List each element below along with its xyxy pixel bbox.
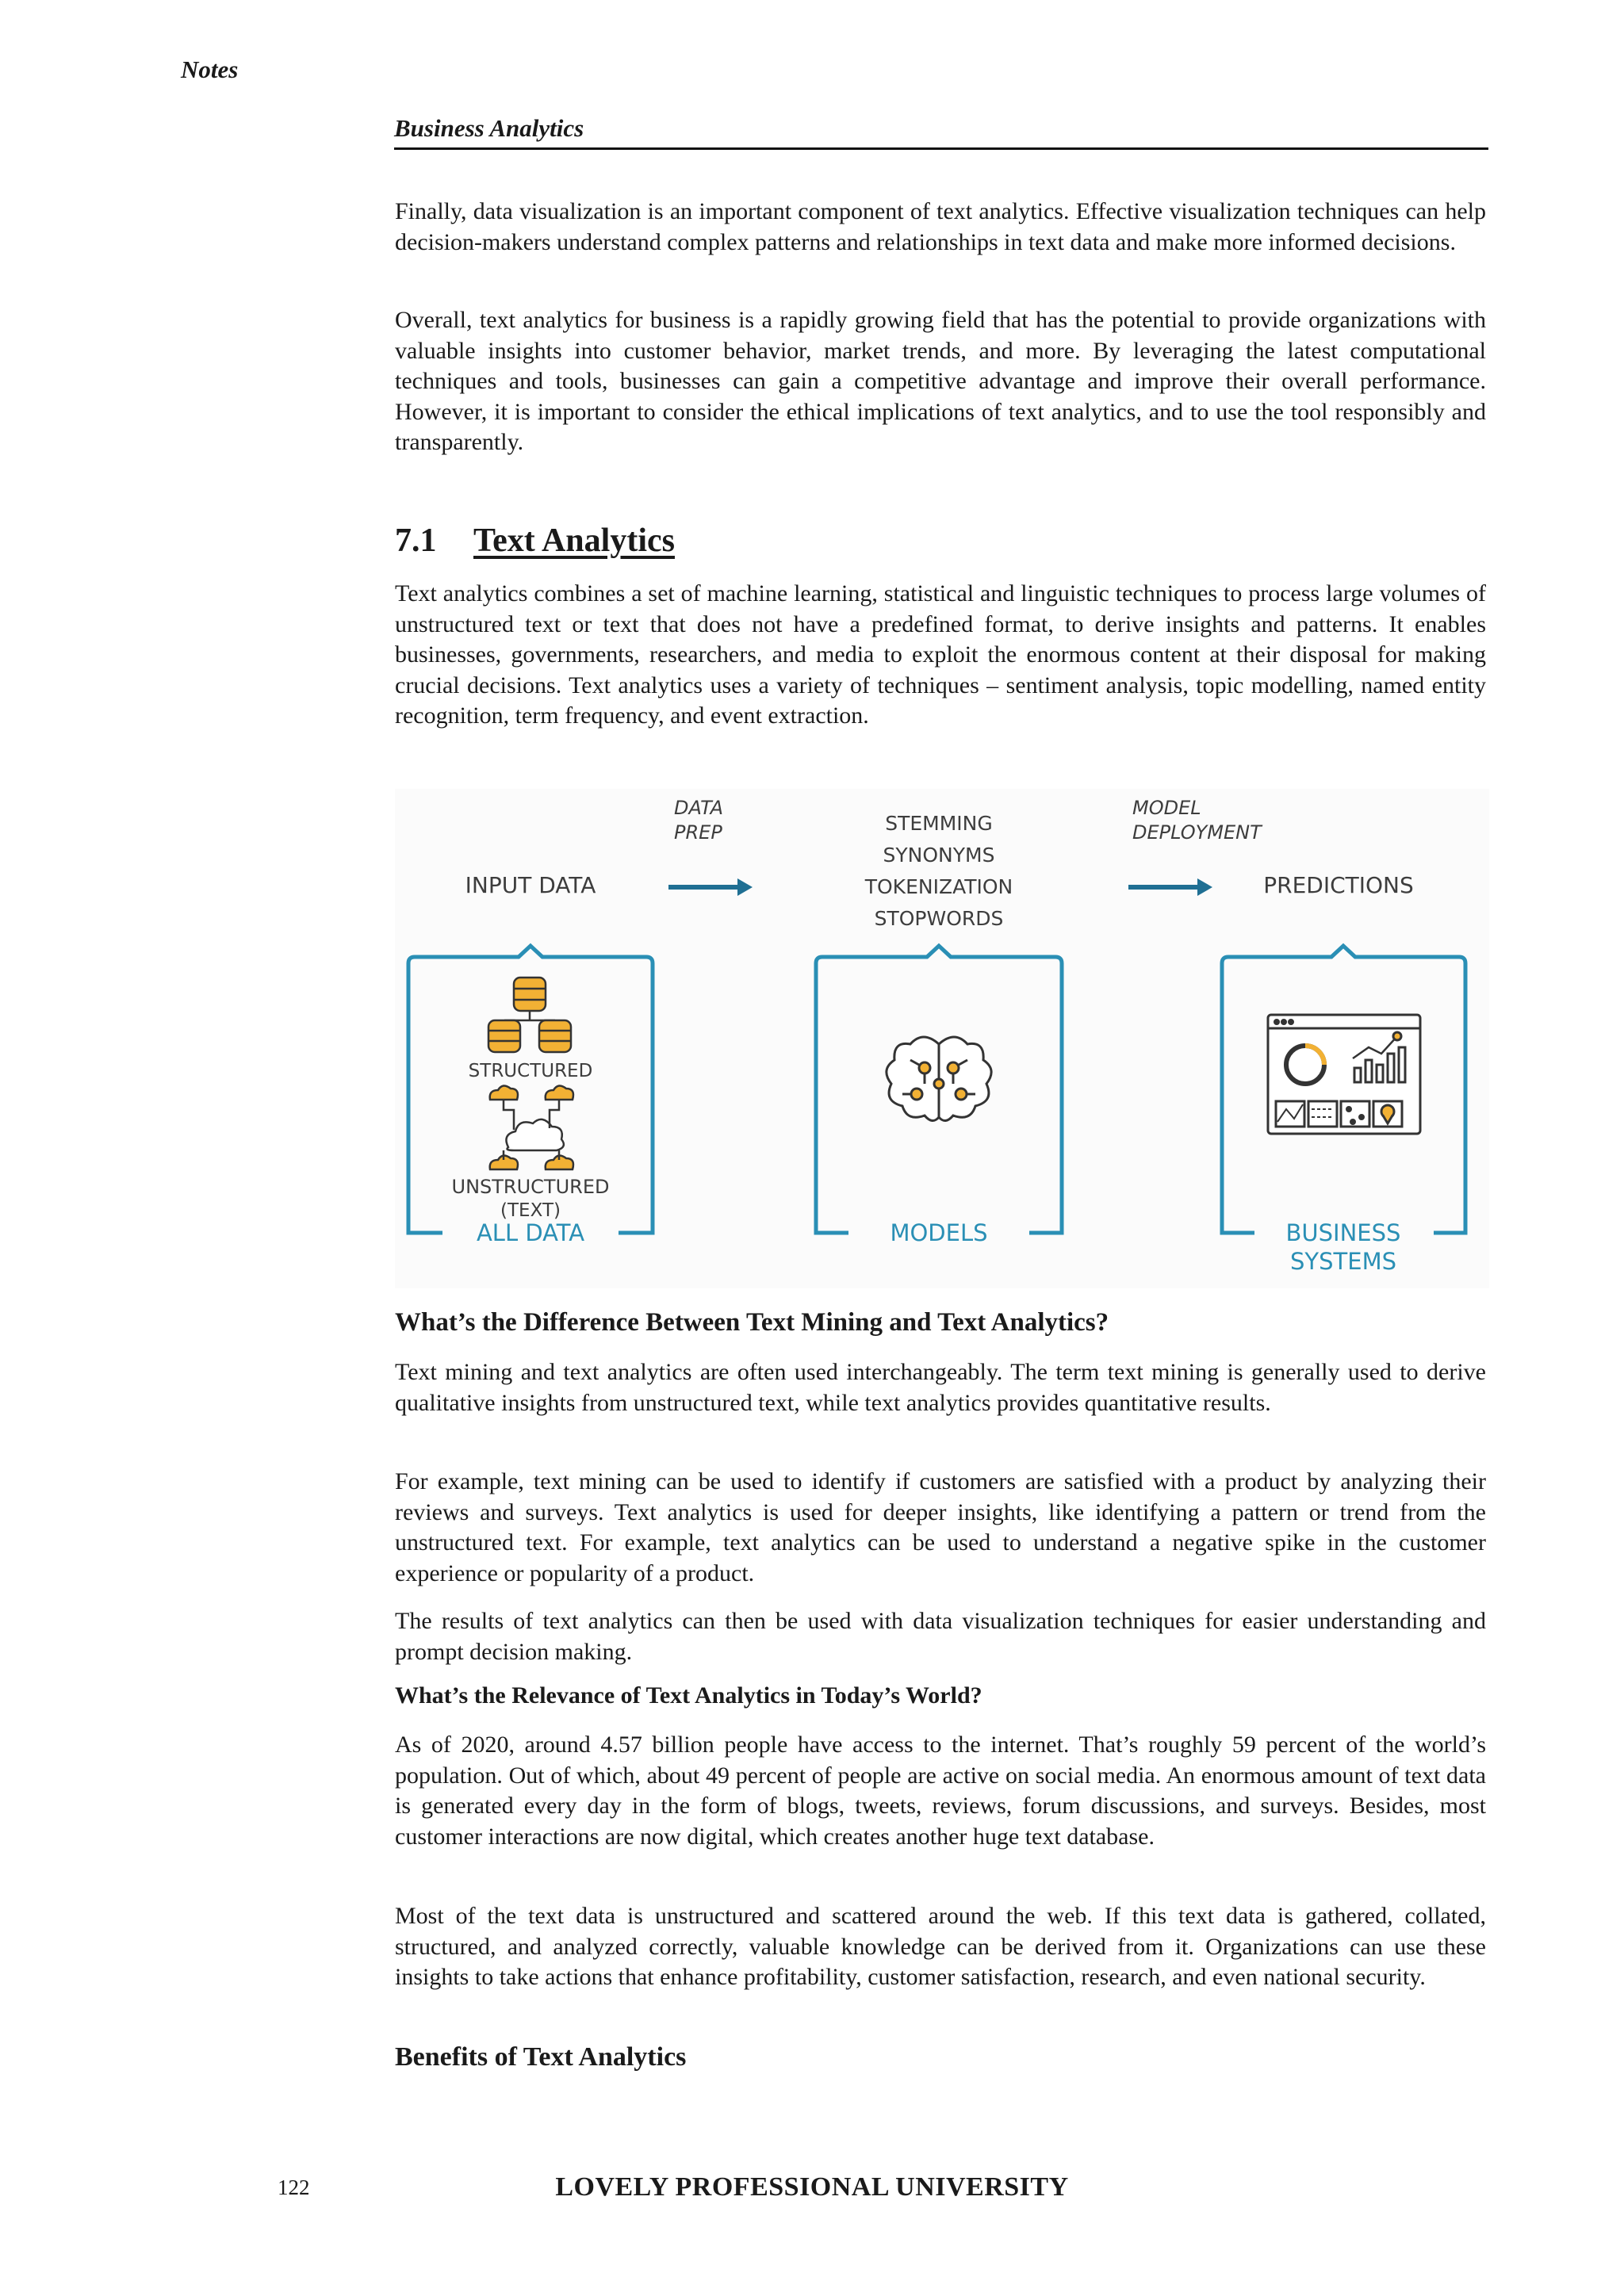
paragraph-mining-vs-analytics: Text mining and text analytics are often used interchangeably. The term text mining is generally used to derive qualitative insights from unstructured text, while text analytics provides quantitative results.: [395, 1359, 1486, 1416]
paragraph-visualization: Finally, data visualization is an important component of text analytics. Effective visualization techniques can help decision-makers understand complex patterns and relationships in text data and make more informed decisions.: [395, 198, 1486, 255]
section-title: Text Analytics: [473, 522, 675, 559]
text-label: (TEXT): [500, 1200, 561, 1221]
footer-university: LOVELY PROFESSIONAL UNIVERSITY: [555, 2172, 1069, 2202]
heading-relevance: What’s the Relevance of Text Analytics in Today’s World?: [395, 1682, 982, 1709]
systems-label: SYSTEMS: [1290, 1248, 1396, 1275]
model-deployment-arrow-icon: [1128, 878, 1212, 896]
models-label: MODELS: [890, 1219, 988, 1246]
paragraph-text-analytics-intro: Text analytics combines a set of machine learning, statistical and linguistic techniques to process large volumes of unstructured text or text that does not have a predefined format, to derive insights and patterns. It enables businesses, governments, researchers, and media to exploit the enormous content at their disposal for making crucial decisions. Text analytics uses a variety of techniques – sentiment analysis, topic modelling, named entity recognition, term frequency, and event extraction.: [395, 580, 1486, 729]
data-prep-arrow-icon: [668, 878, 753, 896]
all-data-label: ALL DATA: [476, 1219, 585, 1246]
database-icon: [488, 978, 571, 1052]
prep-step-stemming: STEMMING: [885, 812, 993, 835]
paragraph-results: The results of text analytics can then be used with data visualization techniques for easier understanding and prompt decision making.: [395, 1608, 1486, 1665]
text-analytics-pipeline-figure: [395, 789, 1489, 1288]
prep-step-stopwords: STOPWORDS: [874, 907, 1004, 930]
paragraph-overall: Overall, text analytics for business is a rapidly growing field that has the potential to provide organizations with valuable insights into customer behavior, market trends, and more. By leveraging the latest computational techniques and tools, businesses can gain a competitive advantage and improve their overall performance. However, it is important to consider the ethical implications of text analytics, and to use the tool responsibly and transparently.: [395, 307, 1486, 456]
model-deployment-label-2: DEPLOYMENT: [1132, 821, 1262, 844]
unstructured-label: UNSTRUCTURED: [451, 1176, 610, 1198]
section-number: 7.1: [395, 522, 437, 559]
prep-step-tokenization: TOKENIZATION: [864, 875, 1013, 898]
paragraph-internet-stats: As of 2020, around 4.57 billion people have access to the internet. That’s roughly 59 percent of the world’s population. Out of which, about 49 percent of people are active on social media. An enormous amount of text data is generated every day in the form of blogs, tweets, reviews, forum discussions, and surveys. Besides, most customer interactions are now digital, which creates another huge text database.: [395, 1732, 1486, 1850]
business-label: BUSINESS: [1285, 1219, 1401, 1246]
running-head: Business Analytics: [394, 114, 584, 142]
heading-difference: What’s the Difference Between Text Mining and Text Analytics?: [395, 1308, 1109, 1337]
brain-icon: [887, 1037, 991, 1121]
cloud-network-icon: [490, 1085, 573, 1169]
heading-benefits: Benefits of Text Analytics: [395, 2042, 687, 2072]
data-prep-label-2: PREP: [674, 821, 722, 844]
page-number: 122: [278, 2175, 310, 2199]
header-rule: [394, 147, 1488, 150]
input-data-label: INPUT DATA: [465, 872, 596, 898]
margin-note: Notes: [181, 55, 239, 83]
paragraph-example: For example, text mining can be used to identify if customers are satisfied with a product by analyzing their reviews and surveys. Text analytics is used for deeper insights, like identifying a pattern or trend from the unstructured text. For example, text analytics can be used to understand a negative spike in the customer experience or popularity of a product.: [395, 1468, 1486, 1586]
paragraph-unstructured-data: Most of the text data is unstructured and scattered around the web. If this text data is gathered, collated, structured, and analyzed correctly, valuable knowledge can be derived from it. Organizations can use these insights to take actions that enhance profitability, customer satisfaction, research, and even national security.: [395, 1903, 1486, 1991]
predictions-label: PREDICTIONS: [1263, 872, 1414, 898]
dashboard-icon: [1268, 1015, 1420, 1134]
data-prep-label-1: DATA: [674, 797, 724, 819]
model-deployment-label-1: MODEL: [1132, 797, 1201, 819]
prep-step-synonyms: SYNONYMS: [883, 844, 995, 867]
structured-label: STRUCTURED: [468, 1061, 593, 1081]
